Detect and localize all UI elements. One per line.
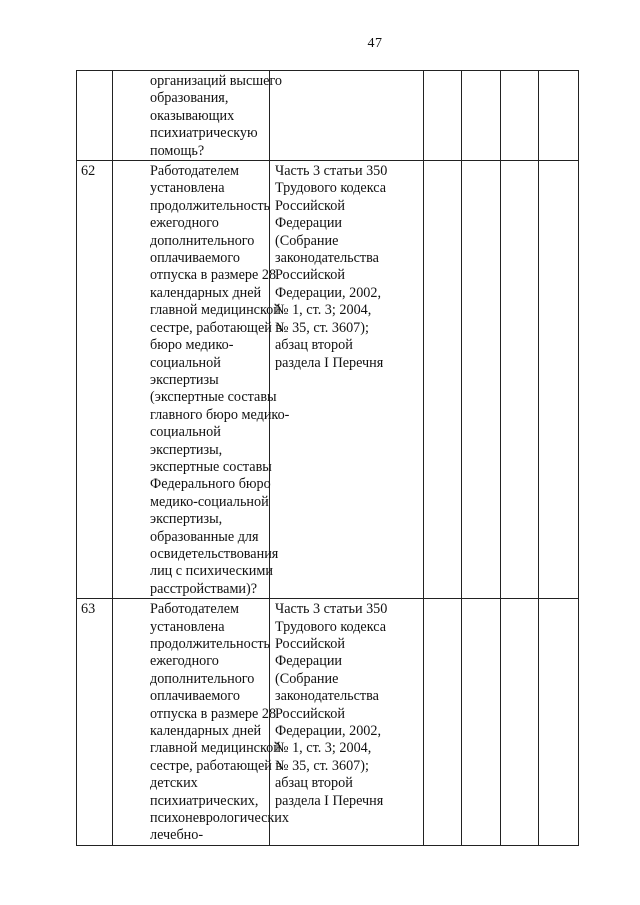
row-number: 62 <box>81 163 96 180</box>
answer-na-cell <box>501 71 539 161</box>
legal-reference-line: Федерации <box>275 215 343 232</box>
legal-reference-line: законодательства <box>275 688 379 705</box>
requirement-line: ежегодного <box>150 653 219 670</box>
requirement-line: дополнительного <box>150 232 255 249</box>
requirement-line: Работодателем <box>150 601 240 618</box>
legal-reference-line: Федерации, 2002, <box>275 723 382 740</box>
row-number: 63 <box>81 601 96 618</box>
requirement-line: образованные для <box>150 528 259 545</box>
table-row <box>77 599 579 846</box>
requirement-line: отпуска в размере 28 <box>150 267 277 284</box>
requirement-line: освидетельствования <box>150 545 279 562</box>
legal-reference-cell <box>270 161 424 599</box>
legal-reference-line: № 1, ст. 3; 2004, <box>275 302 372 319</box>
requirement-line: психоневрологических <box>150 810 289 827</box>
requirement-line: главного бюро медико- <box>150 406 290 423</box>
legal-reference-line: Трудового кодекса <box>275 180 387 197</box>
legal-reference-line: Российской <box>275 267 345 284</box>
row-number-cell <box>77 599 113 846</box>
requirement-line: лиц с психическими <box>150 563 273 580</box>
answer-na-cell <box>501 599 539 846</box>
legal-reference-line: законодательства <box>275 250 379 267</box>
requirement-cell <box>113 71 283 161</box>
legal-reference-line: абзац второй <box>275 337 353 354</box>
legal-reference-line: № 35, ст. 3607); <box>275 319 369 336</box>
requirement-line: календарных дней <box>150 723 262 740</box>
answer-yes-cell <box>424 599 462 846</box>
requirement-line: оплачиваемого <box>150 250 240 267</box>
requirement-line: лечебно- <box>150 827 204 844</box>
legal-reference-line: Российской <box>275 197 345 214</box>
requirement-line: оказывающих <box>150 107 235 124</box>
notes-cell <box>539 161 579 599</box>
legal-reference-line: (Собрание <box>275 670 339 687</box>
requirement-line: продолжительность <box>150 636 271 652</box>
requirement-line: (экспертные составы <box>150 389 277 406</box>
answer-no-cell <box>462 71 501 161</box>
requirement-line: дополнительного <box>150 670 255 687</box>
requirement-line: Федерального бюро <box>150 476 271 493</box>
row-number-cell <box>77 71 113 161</box>
notes-cell <box>539 71 579 161</box>
requirement-line: установлена <box>150 180 225 197</box>
requirement-line: сестре, работающей в <box>150 319 283 336</box>
legal-reference-line: № 35, ст. 3607); <box>275 757 369 774</box>
legal-reference-line: Часть 3 статьи 350 <box>275 163 388 180</box>
answer-no-cell <box>462 599 501 846</box>
requirement-line: отпуска в размере 28 <box>150 705 277 722</box>
requirement-line: социальной <box>150 424 221 441</box>
legal-reference-cell <box>270 599 424 846</box>
requirement-line: экспертные составы <box>150 458 272 475</box>
legal-reference-line: Федерации, 2002, <box>275 284 382 301</box>
requirement-line: помощь? <box>150 142 205 159</box>
requirement-line: организаций высшего <box>150 73 283 89</box>
requirement-line: главной медицинской <box>150 740 281 757</box>
legal-reference-line: раздела I Перечня <box>275 792 384 809</box>
requirement-line: бюро медико- <box>150 337 234 354</box>
requirement-line: экспертизы, <box>150 511 223 528</box>
requirement-line: экспертизы, <box>150 441 223 458</box>
legal-reference-line: Федерации <box>275 653 343 670</box>
answer-na-cell <box>501 161 539 599</box>
requirement-line: Работодателем <box>150 163 240 180</box>
requirement-line: социальной <box>150 354 221 371</box>
answer-no-cell <box>462 161 501 599</box>
requirement-cell <box>113 161 290 599</box>
requirement-line: календарных дней <box>150 284 262 301</box>
requirement-line: образования, <box>150 90 229 107</box>
legal-reference-line: Российской <box>275 705 345 722</box>
legal-reference-line: абзац второй <box>275 775 353 792</box>
row-number-cell <box>77 161 113 599</box>
table-row <box>77 71 579 161</box>
requirement-line: психиатрическую <box>150 125 258 142</box>
requirement-line: главной медицинской <box>150 302 281 319</box>
requirement-line: ежегодного <box>150 215 219 232</box>
requirement-line: установлена <box>150 618 225 635</box>
page-number: 47 <box>367 36 383 51</box>
checklist-table <box>76 70 579 846</box>
notes-cell <box>539 599 579 846</box>
requirement-line: расстройствами)? <box>150 580 258 597</box>
requirement-line: продолжительность <box>150 197 271 214</box>
requirement-line: детских <box>150 775 198 792</box>
legal-reference-line: раздела I Перечня <box>275 354 384 371</box>
requirement-line: оплачиваемого <box>150 688 240 705</box>
answer-yes-cell <box>424 71 462 161</box>
legal-reference-line: № 1, ст. 3; 2004, <box>275 740 372 757</box>
requirement-line: медико-социальной <box>150 493 269 510</box>
legal-reference-line: Российской <box>275 636 345 652</box>
requirement-line: экспертизы <box>150 371 219 388</box>
legal-reference-line: (Собрание <box>275 232 339 249</box>
requirement-cell <box>113 599 289 846</box>
legal-reference-cell <box>270 71 424 161</box>
requirement-line: сестре, работающей в <box>150 757 283 774</box>
answer-yes-cell <box>424 161 462 599</box>
legal-reference-line: Часть 3 статьи 350 <box>275 601 388 618</box>
table-row <box>77 161 579 599</box>
legal-reference-line: Трудового кодекса <box>275 618 387 635</box>
requirement-line: психиатрических, <box>150 792 259 809</box>
